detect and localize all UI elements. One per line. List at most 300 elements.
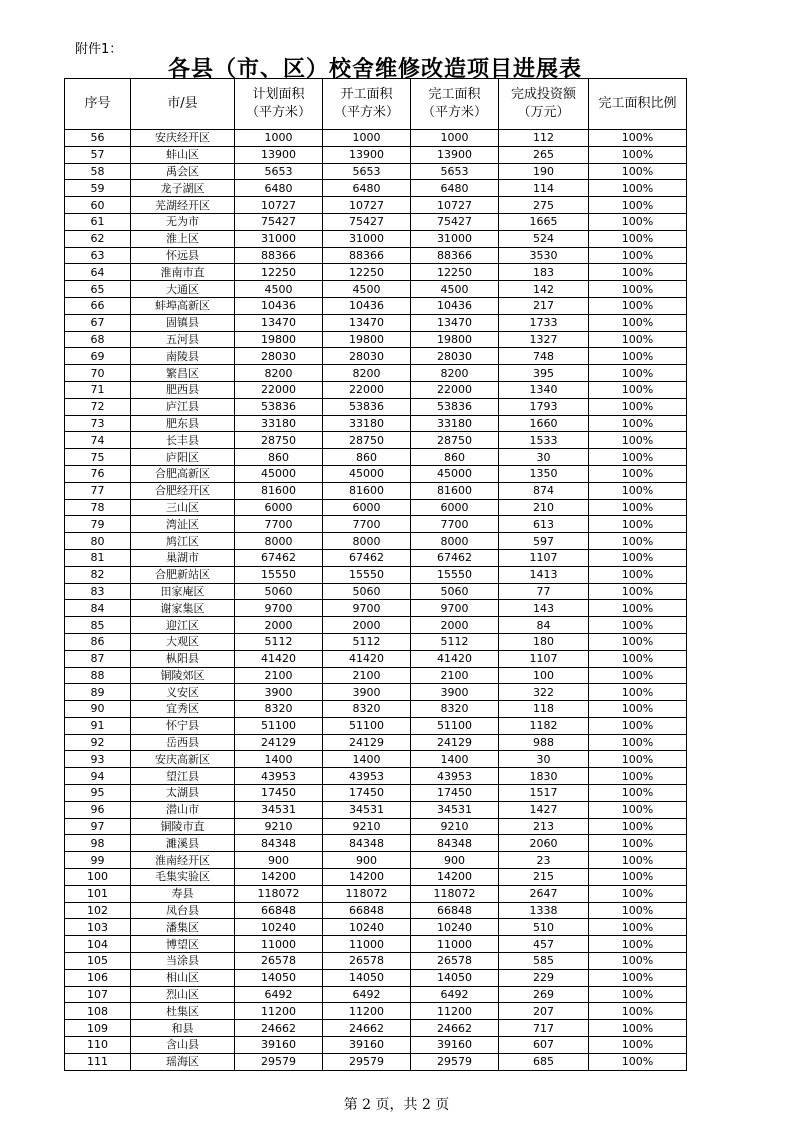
cell-completion-ratio: 100%: [589, 818, 687, 835]
page-title: 各县（市、区）校舍维修改造项目进展表: [167, 57, 582, 82]
cell-planned-area: 9700: [235, 600, 323, 617]
cell-index: 102: [65, 902, 131, 919]
cell-started-area: 6480: [323, 180, 411, 197]
cell-completed-area: 8200: [411, 365, 499, 382]
cell-planned-area: 33180: [235, 415, 323, 432]
table-row: [65, 348, 687, 365]
cell-started-area: 31000: [323, 230, 411, 247]
cell-completed-area: 67462: [411, 549, 499, 566]
cell-index: 73: [65, 415, 131, 432]
cell-county: 湾沚区: [131, 516, 235, 533]
cell-investment: 748: [499, 348, 589, 365]
cell-investment: 2647: [499, 885, 589, 902]
cell-completed-area: 14200: [411, 869, 499, 886]
cell-investment: 874: [499, 482, 589, 499]
table-row: [65, 365, 687, 382]
cell-investment: 210: [499, 499, 589, 516]
cell-completed-area: 22000: [411, 381, 499, 398]
cell-county: 和县: [131, 1020, 235, 1037]
cell-planned-area: 860: [235, 449, 323, 466]
cell-planned-area: 19800: [235, 331, 323, 348]
cell-started-area: 24129: [323, 734, 411, 751]
cell-investment: 510: [499, 919, 589, 936]
header-completed-area: 完工面积 （平方米）: [411, 79, 499, 130]
cell-completed-area: 14050: [411, 969, 499, 986]
cell-index: 72: [65, 398, 131, 415]
cell-completion-ratio: 100%: [589, 936, 687, 953]
cell-completion-ratio: 100%: [589, 650, 687, 667]
cell-index: 57: [65, 146, 131, 163]
table-row: [65, 499, 687, 516]
cell-county: 宜秀区: [131, 701, 235, 718]
cell-index: 62: [65, 230, 131, 247]
cell-county: 寿县: [131, 885, 235, 902]
cell-planned-area: 26578: [235, 953, 323, 970]
cell-investment: 524: [499, 230, 589, 247]
cell-completion-ratio: 100%: [589, 449, 687, 466]
cell-investment: 30: [499, 449, 589, 466]
cell-investment: 84: [499, 617, 589, 634]
cell-completion-ratio: 100%: [589, 885, 687, 902]
cell-started-area: 13470: [323, 314, 411, 331]
cell-started-area: 34531: [323, 801, 411, 818]
cell-planned-area: 43953: [235, 768, 323, 785]
cell-investment: 1660: [499, 415, 589, 432]
cell-planned-area: 28750: [235, 432, 323, 449]
cell-index: 91: [65, 717, 131, 734]
table-row: [65, 314, 687, 331]
table-row: [65, 1020, 687, 1037]
table-row: [65, 936, 687, 953]
cell-index: 66: [65, 297, 131, 314]
cell-county: 博望区: [131, 936, 235, 953]
cell-started-area: 39160: [323, 1037, 411, 1054]
cell-investment: 613: [499, 516, 589, 533]
cell-completion-ratio: 100%: [589, 516, 687, 533]
cell-completed-area: 28750: [411, 432, 499, 449]
table-row: [65, 583, 687, 600]
cell-investment: 1793: [499, 398, 589, 415]
cell-completion-ratio: 100%: [589, 348, 687, 365]
cell-completed-area: 88366: [411, 247, 499, 264]
cell-completed-area: 860: [411, 449, 499, 466]
cell-completed-area: 1400: [411, 751, 499, 768]
cell-planned-area: 11000: [235, 936, 323, 953]
cell-county: 潘集区: [131, 919, 235, 936]
cell-completed-area: 34531: [411, 801, 499, 818]
cell-planned-area: 8200: [235, 365, 323, 382]
cell-started-area: 19800: [323, 331, 411, 348]
cell-completion-ratio: 100%: [589, 1003, 687, 1020]
cell-completion-ratio: 100%: [589, 768, 687, 785]
cell-county: 安庆经开区: [131, 130, 235, 147]
cell-county: 枞阳县: [131, 650, 235, 667]
cell-county: 岳西县: [131, 734, 235, 751]
cell-planned-area: 118072: [235, 885, 323, 902]
cell-completion-ratio: 100%: [589, 919, 687, 936]
cell-county: 合肥高新区: [131, 465, 235, 482]
cell-planned-area: 29579: [235, 1053, 323, 1070]
table-row: [65, 667, 687, 684]
cell-investment: 229: [499, 969, 589, 986]
table-row: [65, 1037, 687, 1054]
cell-started-area: 11000: [323, 936, 411, 953]
cell-completion-ratio: 100%: [589, 1020, 687, 1037]
cell-planned-area: 31000: [235, 230, 323, 247]
table-row: [65, 180, 687, 197]
cell-county: 安庆高新区: [131, 751, 235, 768]
cell-planned-area: 6480: [235, 180, 323, 197]
cell-completion-ratio: 100%: [589, 213, 687, 230]
cell-completion-ratio: 100%: [589, 633, 687, 650]
cell-started-area: 6000: [323, 499, 411, 516]
cell-index: 89: [65, 684, 131, 701]
cell-planned-area: 2000: [235, 617, 323, 634]
table-row: [65, 381, 687, 398]
table-row: [65, 684, 687, 701]
cell-investment: 275: [499, 197, 589, 214]
cell-investment: 143: [499, 600, 589, 617]
cell-county: 合肥新站区: [131, 566, 235, 583]
cell-completed-area: 11200: [411, 1003, 499, 1020]
cell-investment: 183: [499, 264, 589, 281]
cell-index: 63: [65, 247, 131, 264]
cell-completion-ratio: 100%: [589, 146, 687, 163]
cell-planned-area: 84348: [235, 835, 323, 852]
cell-completion-ratio: 100%: [589, 230, 687, 247]
cell-planned-area: 7700: [235, 516, 323, 533]
cell-index: 71: [65, 381, 131, 398]
cell-investment: 118: [499, 701, 589, 718]
cell-index: 105: [65, 953, 131, 970]
cell-investment: 1427: [499, 801, 589, 818]
cell-completed-area: 2100: [411, 667, 499, 684]
cell-index: 111: [65, 1053, 131, 1070]
cell-index: 83: [65, 583, 131, 600]
cell-started-area: 15550: [323, 566, 411, 583]
cell-investment: 1338: [499, 902, 589, 919]
cell-index: 96: [65, 801, 131, 818]
cell-completion-ratio: 100%: [589, 869, 687, 886]
cell-index: 80: [65, 533, 131, 550]
cell-completion-ratio: 100%: [589, 482, 687, 499]
cell-started-area: 10436: [323, 297, 411, 314]
cell-investment: 190: [499, 163, 589, 180]
cell-index: 56: [65, 130, 131, 147]
cell-completed-area: 9210: [411, 818, 499, 835]
cell-investment: 1733: [499, 314, 589, 331]
cell-completed-area: 81600: [411, 482, 499, 499]
cell-county: 毛集实验区: [131, 869, 235, 886]
cell-index: 100: [65, 869, 131, 886]
cell-started-area: 13900: [323, 146, 411, 163]
table-row: [65, 130, 687, 147]
table-header-row: [65, 79, 687, 130]
table-row: [65, 398, 687, 415]
cell-planned-area: 4500: [235, 281, 323, 298]
cell-started-area: 24662: [323, 1020, 411, 1037]
cell-planned-area: 8320: [235, 701, 323, 718]
cell-planned-area: 24129: [235, 734, 323, 751]
page-footer: 第 2 页，共 2 页: [343, 1097, 450, 1113]
cell-completion-ratio: 100%: [589, 465, 687, 482]
cell-investment: 1350: [499, 465, 589, 482]
cell-investment: 685: [499, 1053, 589, 1070]
cell-investment: 1340: [499, 381, 589, 398]
cell-index: 110: [65, 1037, 131, 1054]
cell-completed-area: 13900: [411, 146, 499, 163]
table-row: [65, 852, 687, 869]
cell-started-area: 3900: [323, 684, 411, 701]
cell-started-area: 84348: [323, 835, 411, 852]
cell-completion-ratio: 100%: [589, 197, 687, 214]
cell-county: 芜湖经开区: [131, 197, 235, 214]
cell-completed-area: 24129: [411, 734, 499, 751]
cell-index: 103: [65, 919, 131, 936]
cell-completion-ratio: 100%: [589, 801, 687, 818]
table-row: [65, 801, 687, 818]
cell-county: 巢湖市: [131, 549, 235, 566]
table-row: [65, 818, 687, 835]
cell-investment: 988: [499, 734, 589, 751]
cell-index: 81: [65, 549, 131, 566]
cell-planned-area: 8000: [235, 533, 323, 550]
cell-planned-area: 45000: [235, 465, 323, 482]
cell-completed-area: 8320: [411, 701, 499, 718]
cell-index: 107: [65, 986, 131, 1003]
cell-started-area: 11200: [323, 1003, 411, 1020]
cell-started-area: 26578: [323, 953, 411, 970]
table-row: [65, 432, 687, 449]
cell-county: 五河县: [131, 331, 235, 348]
cell-completed-area: 10727: [411, 197, 499, 214]
cell-started-area: 8320: [323, 701, 411, 718]
cell-completion-ratio: 100%: [589, 1037, 687, 1054]
cell-started-area: 10727: [323, 197, 411, 214]
cell-completion-ratio: 100%: [589, 314, 687, 331]
cell-investment: 142: [499, 281, 589, 298]
cell-index: 86: [65, 633, 131, 650]
cell-index: 76: [65, 465, 131, 482]
cell-county: 瑶海区: [131, 1053, 235, 1070]
cell-investment: 1517: [499, 785, 589, 802]
cell-index: 58: [65, 163, 131, 180]
cell-index: 109: [65, 1020, 131, 1037]
cell-planned-area: 14050: [235, 969, 323, 986]
cell-started-area: 5112: [323, 633, 411, 650]
cell-completion-ratio: 100%: [589, 969, 687, 986]
cell-county: 无为市: [131, 213, 235, 230]
cell-index: 92: [65, 734, 131, 751]
cell-planned-area: 39160: [235, 1037, 323, 1054]
cell-investment: 269: [499, 986, 589, 1003]
cell-completed-area: 19800: [411, 331, 499, 348]
table-row: [65, 566, 687, 583]
cell-index: 104: [65, 936, 131, 953]
cell-index: 75: [65, 449, 131, 466]
header-started-area: 开工面积 （平方米）: [323, 79, 411, 130]
table-row: [65, 264, 687, 281]
cell-planned-area: 24662: [235, 1020, 323, 1037]
cell-completed-area: 8000: [411, 533, 499, 550]
cell-planned-area: 3900: [235, 684, 323, 701]
table-row: [65, 230, 687, 247]
header-completion-ratio: 完工面积比例: [589, 79, 687, 130]
cell-county: 铜陵郊区: [131, 667, 235, 684]
table-row: [65, 449, 687, 466]
table-row: [65, 600, 687, 617]
cell-completion-ratio: 100%: [589, 785, 687, 802]
cell-planned-area: 15550: [235, 566, 323, 583]
cell-investment: 1107: [499, 549, 589, 566]
cell-started-area: 12250: [323, 264, 411, 281]
cell-county: 庐江县: [131, 398, 235, 415]
table-row: [65, 415, 687, 432]
cell-planned-area: 22000: [235, 381, 323, 398]
cell-started-area: 75427: [323, 213, 411, 230]
cell-planned-area: 53836: [235, 398, 323, 415]
table-row: [65, 331, 687, 348]
cell-investment: 1327: [499, 331, 589, 348]
cell-completion-ratio: 100%: [589, 264, 687, 281]
cell-completion-ratio: 100%: [589, 281, 687, 298]
cell-county: 长丰县: [131, 432, 235, 449]
cell-completion-ratio: 100%: [589, 902, 687, 919]
cell-investment: 1830: [499, 768, 589, 785]
cell-started-area: 2100: [323, 667, 411, 684]
cell-planned-area: 6000: [235, 499, 323, 516]
table-row: [65, 1003, 687, 1020]
cell-completed-area: 7700: [411, 516, 499, 533]
cell-county: 当涂县: [131, 953, 235, 970]
cell-started-area: 17450: [323, 785, 411, 802]
cell-county: 肥东县: [131, 415, 235, 432]
table-row: [65, 869, 687, 886]
cell-investment: 585: [499, 953, 589, 970]
cell-started-area: 51100: [323, 717, 411, 734]
table-row: [65, 969, 687, 986]
cell-completed-area: 10436: [411, 297, 499, 314]
cell-completed-area: 13470: [411, 314, 499, 331]
cell-started-area: 67462: [323, 549, 411, 566]
header-investment: 完成投资额 （万元）: [499, 79, 589, 130]
cell-county: 怀宁县: [131, 717, 235, 734]
cell-index: 70: [65, 365, 131, 382]
cell-completion-ratio: 100%: [589, 381, 687, 398]
cell-county: 烈山区: [131, 986, 235, 1003]
cell-completion-ratio: 100%: [589, 734, 687, 751]
cell-completed-area: 29579: [411, 1053, 499, 1070]
cell-started-area: 118072: [323, 885, 411, 902]
table-row: [65, 633, 687, 650]
cell-index: 64: [65, 264, 131, 281]
cell-completion-ratio: 100%: [589, 751, 687, 768]
cell-investment: 114: [499, 180, 589, 197]
cell-investment: 457: [499, 936, 589, 953]
cell-started-area: 8200: [323, 365, 411, 382]
cell-investment: 1533: [499, 432, 589, 449]
cell-county: 相山区: [131, 969, 235, 986]
cell-investment: 213: [499, 818, 589, 835]
table-body: [65, 130, 687, 1071]
cell-completed-area: 12250: [411, 264, 499, 281]
cell-completed-area: 1000: [411, 130, 499, 147]
cell-planned-area: 88366: [235, 247, 323, 264]
cell-completed-area: 15550: [411, 566, 499, 583]
table-row: [65, 885, 687, 902]
cell-completed-area: 39160: [411, 1037, 499, 1054]
cell-investment: 112: [499, 130, 589, 147]
cell-completion-ratio: 100%: [589, 986, 687, 1003]
cell-completed-area: 75427: [411, 213, 499, 230]
cell-planned-area: 900: [235, 852, 323, 869]
cell-county: 淮南经开区: [131, 852, 235, 869]
cell-completion-ratio: 100%: [589, 684, 687, 701]
cell-index: 85: [65, 617, 131, 634]
cell-planned-area: 75427: [235, 213, 323, 230]
cell-completed-area: 84348: [411, 835, 499, 852]
cell-index: 95: [65, 785, 131, 802]
cell-completed-area: 118072: [411, 885, 499, 902]
cell-investment: 215: [499, 869, 589, 886]
cell-started-area: 66848: [323, 902, 411, 919]
table-row: [65, 734, 687, 751]
cell-county: 凤台县: [131, 902, 235, 919]
cell-completed-area: 6000: [411, 499, 499, 516]
cell-completed-area: 9700: [411, 600, 499, 617]
cell-county: 龙子湖区: [131, 180, 235, 197]
cell-completion-ratio: 100%: [589, 717, 687, 734]
table-row: [65, 482, 687, 499]
cell-completed-area: 53836: [411, 398, 499, 415]
cell-planned-area: 41420: [235, 650, 323, 667]
cell-started-area: 9700: [323, 600, 411, 617]
cell-started-area: 14200: [323, 869, 411, 886]
progress-table: [64, 78, 687, 1071]
table-row: [65, 953, 687, 970]
cell-index: 99: [65, 852, 131, 869]
cell-index: 69: [65, 348, 131, 365]
cell-county: 望江县: [131, 768, 235, 785]
table-row: [65, 717, 687, 734]
cell-completed-area: 6492: [411, 986, 499, 1003]
cell-index: 79: [65, 516, 131, 533]
cell-completed-area: 51100: [411, 717, 499, 734]
cell-completion-ratio: 100%: [589, 667, 687, 684]
cell-index: 93: [65, 751, 131, 768]
cell-county: 三山区: [131, 499, 235, 516]
cell-completed-area: 26578: [411, 953, 499, 970]
cell-started-area: 53836: [323, 398, 411, 415]
cell-investment: 1107: [499, 650, 589, 667]
cell-completion-ratio: 100%: [589, 953, 687, 970]
cell-county: 大观区: [131, 633, 235, 650]
cell-index: 90: [65, 701, 131, 718]
table-row: [65, 1053, 687, 1070]
cell-index: 60: [65, 197, 131, 214]
cell-completion-ratio: 100%: [589, 600, 687, 617]
cell-started-area: 6492: [323, 986, 411, 1003]
cell-planned-area: 13900: [235, 146, 323, 163]
cell-county: 淮南市直: [131, 264, 235, 281]
cell-completed-area: 45000: [411, 465, 499, 482]
table-row: [65, 533, 687, 550]
cell-county: 濉溪县: [131, 835, 235, 852]
cell-investment: 217: [499, 297, 589, 314]
cell-started-area: 28750: [323, 432, 411, 449]
cell-planned-area: 34531: [235, 801, 323, 818]
cell-planned-area: 17450: [235, 785, 323, 802]
